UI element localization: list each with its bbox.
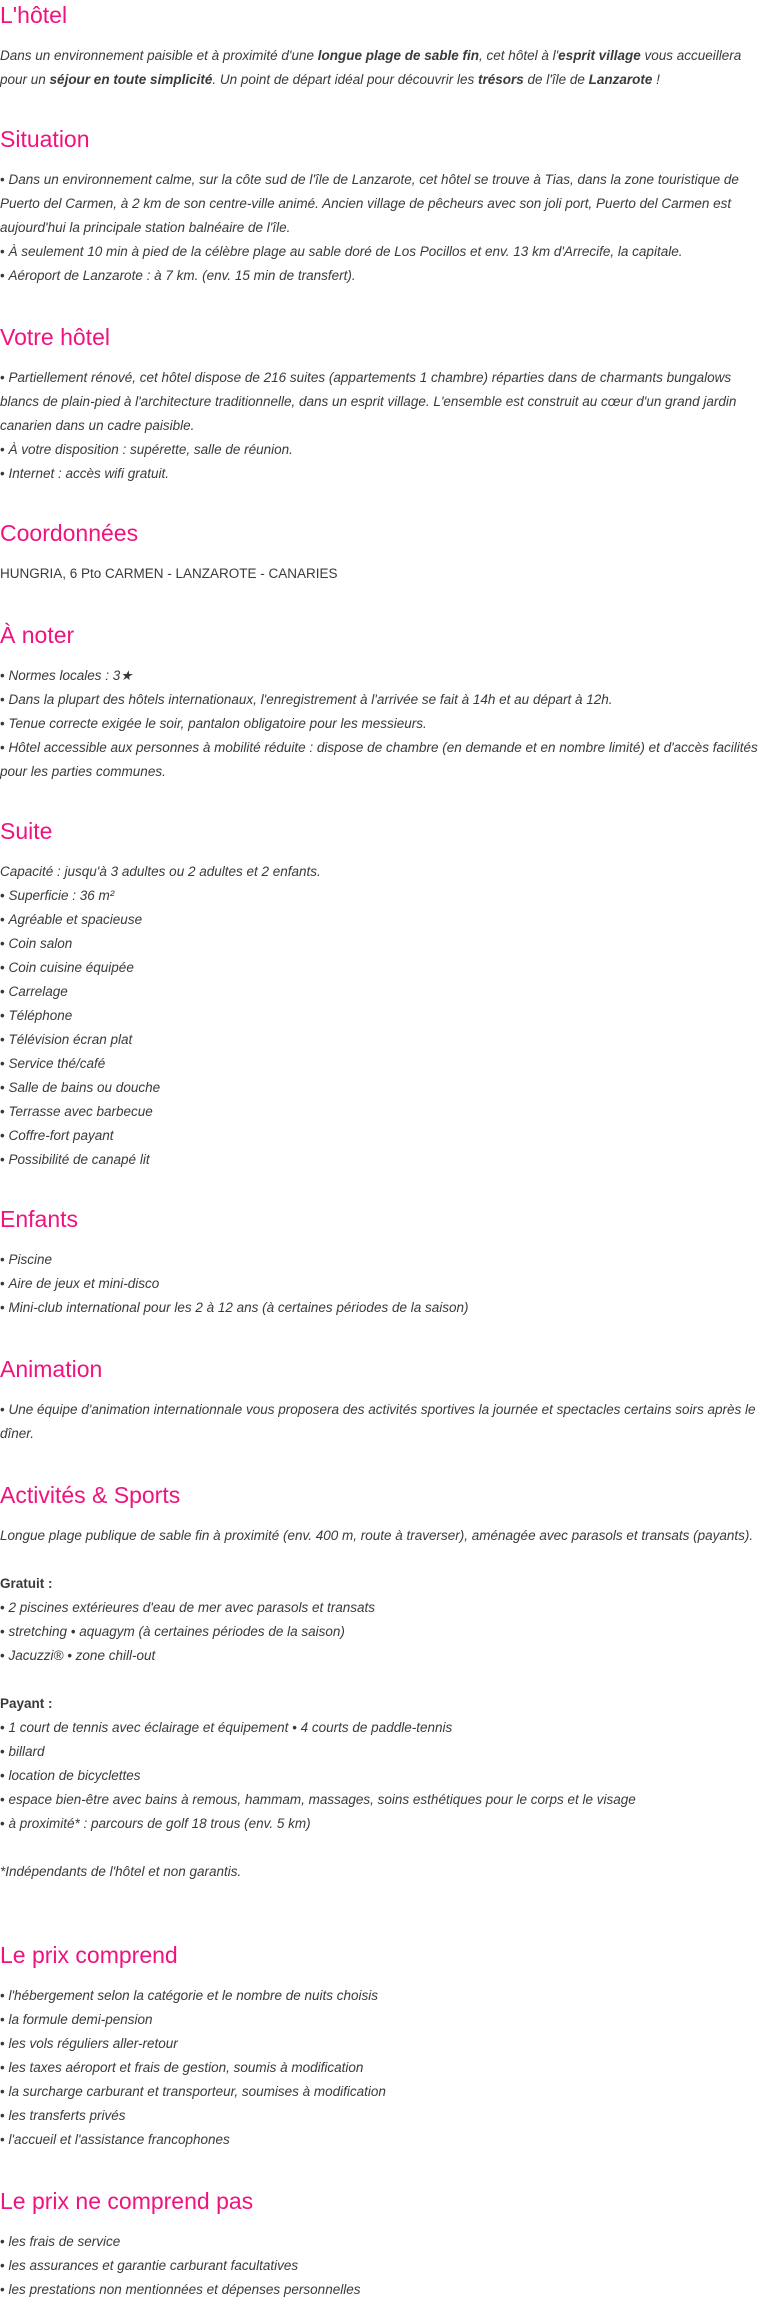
a-noter-list <box>0 664 758 784</box>
list-item: • Jacuzzi® • zone chill-out <box>0 1644 758 1668</box>
section-suite <box>0 816 758 1172</box>
prix-ne-comprend-list <box>0 2230 758 2302</box>
section-title-coordonnees: Coordonnées <box>0 520 139 546</box>
section-title-enfants: Enfants <box>0 1206 78 1232</box>
section-title-situation: Situation <box>0 126 90 152</box>
section-title-suite: Suite <box>0 818 53 844</box>
section-title-activites: Activités & Sports <box>0 1482 181 1508</box>
list-item: • Internet : accès wifi gratuit. <box>0 462 758 486</box>
list-item: • Salle de bains ou douche <box>0 1076 758 1100</box>
section-votre-hotel <box>0 322 758 486</box>
list-item: • Normes locales : 3★ <box>0 664 758 688</box>
prix-comprend-list <box>0 1984 758 2152</box>
list-item: • Terrasse avec barbecue <box>0 1100 758 1124</box>
section-prix-ne-comprend <box>0 2186 758 2302</box>
list-item: • billard <box>0 1740 758 1764</box>
list-item: • les transferts privés <box>0 2104 758 2128</box>
list-item: • À seulement 10 min à pied de la célèbre plage au sable doré de Los Pocillos et env. 13 km d'Arrecife, la capitale. <box>0 240 758 264</box>
list-item: • l'hébergement selon la catégorie et le nombre de nuits choisis <box>0 1984 758 2008</box>
gratuit-list <box>0 1596 758 1668</box>
list-item: • les assurances et garantie carburant facultatives <box>0 2254 758 2278</box>
section-a-noter <box>0 620 758 784</box>
hotel-intro: Dans un environnement paisible et à proximité d'une longue plage de sable fin, cet hôtel à l'esprit village vous accueillera pour un séjour en toute simplicité. Un point de départ idéal pour découvrir les trésors de l'île de Lanzarote ! <box>0 48 742 87</box>
gratuit-label: Gratuit : <box>0 1576 53 1591</box>
list-item: • Téléphone <box>0 1004 758 1028</box>
section-title-prix-ne-comprend: Le prix ne comprend pas <box>0 2188 254 2214</box>
section-activites <box>0 1480 758 1884</box>
list-item: • Mini-club international pour les 2 à 12 ans (à certaines périodes de la saison) <box>0 1296 758 1320</box>
activites-note: *Indépendants de l'hôtel et non garantis. <box>0 1864 242 1879</box>
section-title-animation: Animation <box>0 1356 103 1382</box>
section-coordonnees <box>0 518 758 586</box>
list-item: • la surcharge carburant et transporteur, soumises à modification <box>0 2080 758 2104</box>
list-item: • 1 court de tennis avec éclairage et équipement • 4 courts de paddle-tennis <box>0 1716 758 1740</box>
list-item: • Dans un environnement calme, sur la côte sud de l'île de Lanzarote, cet hôtel se trouve à Tias, dans la zone touristique de Puerto del Carmen, à 2 km de son centre-ville animé. Ancien village de pêcheurs avec son joli port, Puerto del Carmen est aujourd'hui la principale station balnéaire de l'île. <box>0 168 758 240</box>
section-prix-comprend <box>0 1940 758 2152</box>
list-item: • Aire de jeux et mini-disco <box>0 1272 758 1296</box>
section-enfants <box>0 1204 758 1320</box>
list-item: • les prestations non mentionnées et dépenses personnelles <box>0 2278 758 2302</box>
list-item: • Superficie : 36 m² <box>0 884 758 908</box>
list-item: • les frais de service <box>0 2230 758 2254</box>
list-item: • À votre disposition : supérette, salle de réunion. <box>0 438 758 462</box>
section-title-a-noter: À noter <box>0 622 75 648</box>
payant-list <box>0 1716 758 1836</box>
situation-list <box>0 168 758 288</box>
animation-list <box>0 1398 758 1446</box>
section-hotel <box>0 0 758 92</box>
section-animation <box>0 1354 758 1446</box>
list-item: • les taxes aéroport et frais de gestion, soumis à modification <box>0 2056 758 2080</box>
section-title-hotel: L'hôtel <box>0 2 68 28</box>
list-item: • Partiellement rénové, cet hôtel dispose de 216 suites (appartements 1 chambre) réparties dans de charmants bungalows blancs de plain-pied à l'architecture traditionnelle, dans un esprit village. L'ensemble est construit au cœur d'un grand jardin canarien dans un cadre paisible. <box>0 366 758 438</box>
list-item: • les vols réguliers aller-retour <box>0 2032 758 2056</box>
list-item: • Agréable et spacieuse <box>0 908 758 932</box>
list-item: • Télévision écran plat <box>0 1028 758 1052</box>
hotel-address: HUNGRIA, 6 Pto CARMEN - LANZAROTE - CANARIES <box>0 566 338 581</box>
list-item: • Coin salon <box>0 932 758 956</box>
list-item: • Aéroport de Lanzarote : à 7 km. (env. 15 min de transfert). <box>0 264 758 288</box>
activites-intro: Longue plage publique de sable fin à proximité (env. 400 m, route à traverser), aménagée avec parasols et transats (payants). <box>0 1528 754 1543</box>
list-item: • à proximité* : parcours de golf 18 trous (env. 5 km) <box>0 1812 758 1836</box>
list-item: • l'accueil et l'assistance francophones <box>0 2128 758 2152</box>
payant-label: Payant : <box>0 1696 53 1711</box>
list-item: • espace bien-être avec bains à remous, hammam, massages, soins esthétiques pour le corps et le visage <box>0 1788 758 1812</box>
list-item: • Coffre-fort payant <box>0 1124 758 1148</box>
suite-capacity: Capacité : jusqu'à 3 adultes ou 2 adultes et 2 enfants. <box>0 864 321 879</box>
section-title-prix-comprend: Le prix comprend <box>0 1942 178 1968</box>
list-item: • Coin cuisine équipée <box>0 956 758 980</box>
suite-list <box>0 884 758 1172</box>
list-item: • Piscine <box>0 1248 758 1272</box>
list-item: • stretching • aquagym (à certaines périodes de la saison) <box>0 1620 758 1644</box>
list-item: • la formule demi-pension <box>0 2008 758 2032</box>
list-item: • Possibilité de canapé lit <box>0 1148 758 1172</box>
list-item: • Dans la plupart des hôtels internationaux, l'enregistrement à l'arrivée se fait à 14h et au départ à 12h. <box>0 688 758 712</box>
list-item: • Service thé/café <box>0 1052 758 1076</box>
list-item: • Une équipe d'animation internationnale vous proposera des activités sportives la journée et spectacles certains soirs après le dîner. <box>0 1398 758 1446</box>
list-item: • 2 piscines extérieures d'eau de mer avec parasols et transats <box>0 1596 758 1620</box>
list-item: • Hôtel accessible aux personnes à mobilité réduite : dispose de chambre (en demande et en nombre limité) et d'accès facilités pour les parties communes. <box>0 736 758 784</box>
list-item: • Carrelage <box>0 980 758 1004</box>
list-item: • Tenue correcte exigée le soir, pantalon obligatoire pour les messieurs. <box>0 712 758 736</box>
section-title-votre-hotel: Votre hôtel <box>0 324 110 350</box>
list-item: • location de bicyclettes <box>0 1764 758 1788</box>
enfants-list <box>0 1248 758 1320</box>
votre-hotel-list <box>0 366 758 486</box>
section-situation <box>0 124 758 288</box>
